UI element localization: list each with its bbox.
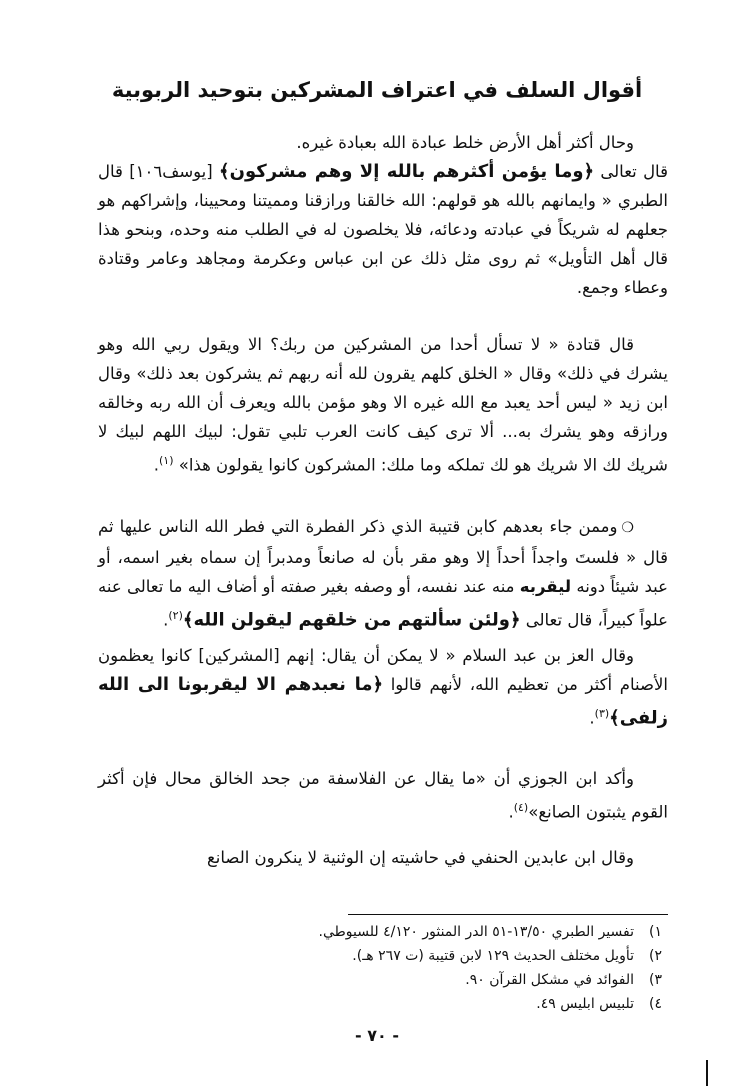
footnote-text: تأويل مختلف الحديث ١٢٩ لابن قتيبة (ت ٢٦٧ هـ). [352,948,634,964]
footnote-text: تلبيس ابليس ٤٩. [536,996,634,1012]
paragraph-2: قال قتادة « لا تسأل أحدا من المشركين من ربك؟ الا ويقول ربي الله وهو يشرك في ذلك» وقال « الخلق كلهم يقرون لله أنه ربهم ثم يشركون بعد ذلك» وقال ابن زيد « ليس أحد يعبد مع الله غيره الا وهو مؤمن بالله ويعرف أن الله ربه وخالقه ورازقه وهو يشرك به... ألا ترى كيف كانت العرب تلبي تقول: لبيك اللهم لبيك لا شريك لك الا شريك هو لك تملكه وما ملك: المشركون كانوا يقولون هذا» $^{(١)}$. [98,335,668,475]
quran-verse-3: ﴿ما نعبدهم الا ليقربونا الى الله زلفى﴾ [98,674,668,729]
scan-edge-mark [706,1060,708,1086]
paragraph-1-lead: قال تعالى [594,162,668,181]
circle-bullet-icon: ❍ [621,520,634,536]
footnote-number: ٣) [649,972,662,988]
paragraph-6-body: وقال ابن عابدين الحنفي في حاشيته إن الوثنية لا ينكرون الصانع [206,848,634,867]
footnotes-list [160,920,662,1016]
paragraph-4 [98,641,668,733]
footnote-divider [348,914,668,915]
paragraph-5-body: وأكد ابن الجوزي أن «ما يقال عن الفلاسفة من جحد الخالق محال فإن أكثر القوم يثبتون الصانع» [98,769,668,822]
paragraph-1-intro: وحال أكثر أهل الأرض خلط عبادة الله بعبادة غيره. [296,133,634,152]
paragraph-3-body: وممن جاء بعدهم كابن قتيبة الذي ذكر الفطرة التي فطر الله الناس عليها ثم قال « فلستَ واجداً أحداً إلا وهو مقر بأن له صانعاً ومدبراً إن سماه بغير اسمه، أو عبد شيئاً دونه [98,517,668,596]
paragraph-1 [98,128,668,302]
paragraph-1-body: [يوسف١٠٦] قال الطبري « وايمانهم بالله هو قولهم: الله خالقنا ورازقنا ومميتنا ومحيينا، وإشراكهم هو جعلهم له شريكاً في عبادته ودعائه، فلا يخلصون له في الطلب منه وحده، وبنحو هذا قال أهل التأويل» ثم روى مثل ذلك عن ابن عباس وعكرمة ومجاهد وعامر وقتادة وعطاء وجمع. [98,162,668,297]
footnote-number: ٢) [649,948,662,964]
quran-verse-1: ﴿وما يؤمن أكثرهم بالله إلا وهم مشركون﴾ [219,161,595,182]
footnote-ref-3: (٣) [594,707,610,720]
footnote-ref-4: (٤) [513,801,529,814]
paragraph-6 [98,843,668,872]
paragraph-5-end: . [508,802,514,822]
footnote-text: الفوائد في مشكل القرآن ٩٠. [465,972,634,988]
page-number: - ٧٠ - [355,1026,399,1045]
page-title: أقوال السلف في اعتراف المشركين بتوحيد الربوبية [111,78,643,102]
paragraph-3-emphasis: ليقربه [519,577,572,596]
footnote-item [160,992,662,1016]
paragraph-3 [98,512,668,635]
paragraph-3-body-2: منه عند نفسه، أو وصفه بغير صفته أو أضاف اليه ما تعالى عنه علواً كبيراً، قال تعالى [98,577,668,630]
footnote-ref-1: (١) [158,454,174,467]
quran-verse-2: ﴿ولئن سألتهم من خلقهم ليقولن الله﴾ [182,609,521,631]
paragraph-2-body: قال قتادة « لا تسأل أحدا من المشركين من ربك؟ الا ويقول ربي الله وهو يشرك في ذلك» وقال « الخلق كلهم يقرون لله أنه ربهم ثم يشركون بعد ذلك» وقال ابن زيد « ليس أحد يعبد مع الله غيره الا وهو مؤمن بالله ويعرف أن الله ربه وخالقه ورازقه وهو يشرك به... ألا ترى كيف كانت العرب تلبي تقول: لبيك اللهم لبيك لا شريك لك الا شريك هو لك تملكه وما ملك: المشركون كانوا يقولون هذا» [98,335,668,475]
footnote-number: ٤) [649,996,662,1012]
paragraph-4-body: وقال العز بن عبد السلام « لا يمكن أن يقال: إنهم [المشركين] كانوا يعظمون الأصنام أكثر من تعظيم الله، لأنهم قالوا [98,646,668,694]
footnote-item [160,944,662,968]
footnote-item [160,968,662,992]
footnote-text: تفسير الطبري ١٣/٥٠-٥١ الدر المنثور ٤/١٢٠ للسيوطي. [318,924,634,940]
footnote-number: ١) [649,924,662,940]
paragraph-5 [98,764,668,827]
paragraph-4-end: . [589,708,595,728]
footnote-item [160,920,662,944]
paragraph-3-end: . [163,610,169,630]
footnote-ref-2: (٢) [168,609,183,622]
